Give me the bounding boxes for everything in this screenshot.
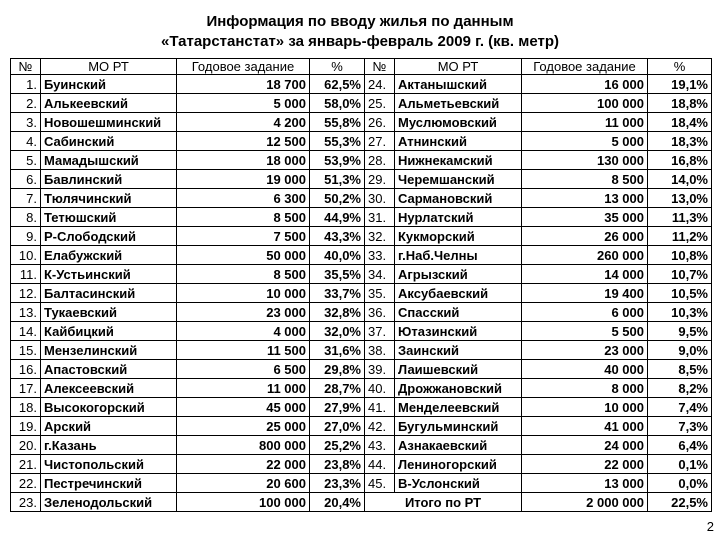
annual-plan-value: 5 500 — [522, 322, 648, 341]
district-name: Балтасинский — [41, 284, 177, 303]
district-name: Чистопольский — [41, 455, 177, 474]
table-header-row — [11, 59, 712, 75]
percent-value: 51,3% — [310, 170, 365, 189]
district-name: Черемшанский — [395, 170, 522, 189]
row-number: 20. — [11, 436, 41, 455]
page-number: 2 — [706, 519, 714, 534]
header-plan-left: Годовое задание — [177, 59, 310, 75]
annual-plan-value: 4 200 — [177, 113, 310, 132]
table-row — [11, 493, 712, 512]
table-row — [11, 170, 712, 189]
header-pct-left: % — [310, 59, 365, 75]
row-number: 39. — [365, 360, 395, 379]
district-name: Тюлячинский — [41, 189, 177, 208]
percent-value: 33,7% — [310, 284, 365, 303]
percent-value: 35,5% — [310, 265, 365, 284]
row-number: 43. — [365, 436, 395, 455]
row-number: 9. — [11, 227, 41, 246]
table-row — [11, 94, 712, 113]
annual-plan-value: 19 400 — [522, 284, 648, 303]
district-name: Заинский — [395, 341, 522, 360]
district-name: Тукаевский — [41, 303, 177, 322]
district-name: Буинский — [41, 75, 177, 94]
row-number: 23. — [11, 493, 41, 512]
row-number: 8. — [11, 208, 41, 227]
header-num-right: № — [365, 59, 395, 75]
table-body — [11, 59, 712, 512]
row-number: 24. — [365, 75, 395, 94]
district-name: Елабужский — [41, 246, 177, 265]
row-number: 27. — [365, 132, 395, 151]
annual-plan-value: 5 000 — [522, 132, 648, 151]
percent-value: 11,3% — [648, 208, 712, 227]
housing-table — [10, 58, 712, 512]
annual-plan-value: 800 000 — [177, 436, 310, 455]
table-row — [11, 284, 712, 303]
district-name: Нижнекамский — [395, 151, 522, 170]
annual-plan-value: 130 000 — [522, 151, 648, 170]
annual-plan-value: 10 000 — [177, 284, 310, 303]
annual-plan-value: 11 500 — [177, 341, 310, 360]
district-name: Кукморский — [395, 227, 522, 246]
table-row — [11, 474, 712, 493]
percent-value: 7,3% — [648, 417, 712, 436]
district-name: г.Казань — [41, 436, 177, 455]
percent-value: 43,3% — [310, 227, 365, 246]
percent-value: 11,2% — [648, 227, 712, 246]
district-name: Альметьевский — [395, 94, 522, 113]
row-number: 44. — [365, 455, 395, 474]
percent-value: 29,8% — [310, 360, 365, 379]
district-name: Мамадышский — [41, 151, 177, 170]
percent-value: 23,8% — [310, 455, 365, 474]
district-name: Арский — [41, 417, 177, 436]
annual-plan-value: 35 000 — [522, 208, 648, 227]
header-pct-right: % — [648, 59, 712, 75]
table-row — [11, 341, 712, 360]
annual-plan-value: 14 000 — [522, 265, 648, 284]
table-row — [11, 303, 712, 322]
percent-value: 32,0% — [310, 322, 365, 341]
district-name: Кайбицкий — [41, 322, 177, 341]
row-number: 10. — [11, 246, 41, 265]
annual-plan-value: 8 000 — [522, 379, 648, 398]
table-row — [11, 398, 712, 417]
row-number: 25. — [365, 94, 395, 113]
district-name: Лаишевский — [395, 360, 522, 379]
row-number: 11. — [11, 265, 41, 284]
percent-value: 55,3% — [310, 132, 365, 151]
title-line-1: Информация по вводу жилья по данным — [206, 13, 514, 30]
percent-value: 58,0% — [310, 94, 365, 113]
percent-value: 23,3% — [310, 474, 365, 493]
percent-value: 55,8% — [310, 113, 365, 132]
row-number: 14. — [11, 322, 41, 341]
district-name: Апастовский — [41, 360, 177, 379]
title-line-2: «Татарстанстат» за январь-февраль 2009 г. (кв. метр) — [161, 33, 559, 50]
table-row — [11, 75, 712, 94]
row-number: 33. — [365, 246, 395, 265]
table-row — [11, 151, 712, 170]
header-mo-left: МО РТ — [41, 59, 177, 75]
percent-value: 28,7% — [310, 379, 365, 398]
document-title — [0, 12, 720, 52]
table-row — [11, 189, 712, 208]
row-number: 41. — [365, 398, 395, 417]
percent-value: 0,0% — [648, 474, 712, 493]
annual-plan-value: 13 000 — [522, 474, 648, 493]
district-name: Пестречинский — [41, 474, 177, 493]
annual-plan-value: 4 000 — [177, 322, 310, 341]
row-number: 17. — [11, 379, 41, 398]
annual-plan-value: 6 500 — [177, 360, 310, 379]
annual-plan-value: 40 000 — [522, 360, 648, 379]
percent-value: 44,9% — [310, 208, 365, 227]
total-plan-value: 2 000 000 — [522, 493, 648, 512]
district-name: Муслюмовский — [395, 113, 522, 132]
district-name: Тетюшский — [41, 208, 177, 227]
district-name: Атнинский — [395, 132, 522, 151]
district-name: Дрожжановский — [395, 379, 522, 398]
district-name: Спасский — [395, 303, 522, 322]
district-name: г.Наб.Челны — [395, 246, 522, 265]
row-number: 4. — [11, 132, 41, 151]
district-name: Агрызский — [395, 265, 522, 284]
total-percent-value: 22,5% — [648, 493, 712, 512]
district-name: К-Устьинский — [41, 265, 177, 284]
percent-value: 40,0% — [310, 246, 365, 265]
percent-value: 8,5% — [648, 360, 712, 379]
row-number: 34. — [365, 265, 395, 284]
row-number: 28. — [365, 151, 395, 170]
table-row — [11, 227, 712, 246]
total-label: Итого по РТ — [365, 493, 522, 512]
annual-plan-value: 50 000 — [177, 246, 310, 265]
row-number: 32. — [365, 227, 395, 246]
percent-value: 27,0% — [310, 417, 365, 436]
row-number: 13. — [11, 303, 41, 322]
table-row — [11, 113, 712, 132]
percent-value: 13,0% — [648, 189, 712, 208]
percent-value: 14,0% — [648, 170, 712, 189]
annual-plan-value: 23 000 — [177, 303, 310, 322]
row-number: 36. — [365, 303, 395, 322]
row-number: 2. — [11, 94, 41, 113]
table-row — [11, 379, 712, 398]
percent-value: 0,1% — [648, 455, 712, 474]
district-name: В-Услонский — [395, 474, 522, 493]
row-number: 19. — [11, 417, 41, 436]
district-name: Менделеевский — [395, 398, 522, 417]
annual-plan-value: 8 500 — [522, 170, 648, 189]
district-name: Бавлинский — [41, 170, 177, 189]
annual-plan-value: 6 300 — [177, 189, 310, 208]
annual-plan-value: 45 000 — [177, 398, 310, 417]
table-row — [11, 208, 712, 227]
annual-plan-value: 260 000 — [522, 246, 648, 265]
row-number: 38. — [365, 341, 395, 360]
annual-plan-value: 8 500 — [177, 265, 310, 284]
table-row — [11, 360, 712, 379]
percent-value: 18,3% — [648, 132, 712, 151]
percent-value: 9,5% — [648, 322, 712, 341]
percent-value: 16,8% — [648, 151, 712, 170]
row-number: 30. — [365, 189, 395, 208]
district-name: Высокогорский — [41, 398, 177, 417]
table-row — [11, 322, 712, 341]
annual-plan-value: 10 000 — [522, 398, 648, 417]
table-row — [11, 265, 712, 284]
percent-value: 62,5% — [310, 75, 365, 94]
district-name: Новошешминский — [41, 113, 177, 132]
annual-plan-value: 16 000 — [522, 75, 648, 94]
row-number: 18. — [11, 398, 41, 417]
percent-value: 10,7% — [648, 265, 712, 284]
annual-plan-value: 11 000 — [522, 113, 648, 132]
district-name: Алькеевский — [41, 94, 177, 113]
percent-value: 18,8% — [648, 94, 712, 113]
annual-plan-value: 13 000 — [522, 189, 648, 208]
district-name: Актанышский — [395, 75, 522, 94]
district-name: Зеленодольский — [41, 493, 177, 512]
percent-value: 20,4% — [310, 493, 365, 512]
percent-value: 32,8% — [310, 303, 365, 322]
percent-value: 50,2% — [310, 189, 365, 208]
row-number: 22. — [11, 474, 41, 493]
row-number: 37. — [365, 322, 395, 341]
annual-plan-value: 11 000 — [177, 379, 310, 398]
percent-value: 31,6% — [310, 341, 365, 360]
row-number: 42. — [365, 417, 395, 436]
row-number: 3. — [11, 113, 41, 132]
row-number: 31. — [365, 208, 395, 227]
district-name: Ютазинский — [395, 322, 522, 341]
table-row — [11, 417, 712, 436]
district-name: Бугульминский — [395, 417, 522, 436]
percent-value: 10,5% — [648, 284, 712, 303]
annual-plan-value: 19 000 — [177, 170, 310, 189]
row-number: 35. — [365, 284, 395, 303]
percent-value: 18,4% — [648, 113, 712, 132]
percent-value: 19,1% — [648, 75, 712, 94]
percent-value: 27,9% — [310, 398, 365, 417]
district-name: Алексеевский — [41, 379, 177, 398]
district-name: Сабинский — [41, 132, 177, 151]
annual-plan-value: 6 000 — [522, 303, 648, 322]
annual-plan-value: 22 000 — [177, 455, 310, 474]
row-number: 5. — [11, 151, 41, 170]
header-plan-right: Годовое задание — [522, 59, 648, 75]
percent-value: 6,4% — [648, 436, 712, 455]
row-number: 15. — [11, 341, 41, 360]
row-number: 7. — [11, 189, 41, 208]
annual-plan-value: 25 000 — [177, 417, 310, 436]
district-name: Нурлатский — [395, 208, 522, 227]
table-row — [11, 132, 712, 151]
annual-plan-value: 8 500 — [177, 208, 310, 227]
district-name: Аксубаевский — [395, 284, 522, 303]
annual-plan-value: 23 000 — [522, 341, 648, 360]
table-row — [11, 246, 712, 265]
percent-value: 25,2% — [310, 436, 365, 455]
district-name: Лениногорский — [395, 455, 522, 474]
row-number: 40. — [365, 379, 395, 398]
district-name: Азнакаевский — [395, 436, 522, 455]
row-number: 6. — [11, 170, 41, 189]
percent-value: 8,2% — [648, 379, 712, 398]
annual-plan-value: 22 000 — [522, 455, 648, 474]
annual-plan-value: 7 500 — [177, 227, 310, 246]
annual-plan-value: 100 000 — [522, 94, 648, 113]
annual-plan-value: 26 000 — [522, 227, 648, 246]
row-number: 21. — [11, 455, 41, 474]
row-number: 29. — [365, 170, 395, 189]
district-name: Сармановский — [395, 189, 522, 208]
district-name: Р-Слободский — [41, 227, 177, 246]
row-number: 16. — [11, 360, 41, 379]
annual-plan-value: 41 000 — [522, 417, 648, 436]
header-num-left: № — [11, 59, 41, 75]
district-name: Мензелинский — [41, 341, 177, 360]
annual-plan-value: 18 000 — [177, 151, 310, 170]
percent-value: 7,4% — [648, 398, 712, 417]
percent-value: 9,0% — [648, 341, 712, 360]
table-row — [11, 455, 712, 474]
percent-value: 10,3% — [648, 303, 712, 322]
row-number: 45. — [365, 474, 395, 493]
annual-plan-value: 24 000 — [522, 436, 648, 455]
row-number: 26. — [365, 113, 395, 132]
annual-plan-value: 20 600 — [177, 474, 310, 493]
header-mo-right: МО РТ — [395, 59, 522, 75]
annual-plan-value: 12 500 — [177, 132, 310, 151]
row-number: 12. — [11, 284, 41, 303]
annual-plan-value: 100 000 — [177, 493, 310, 512]
percent-value: 53,9% — [310, 151, 365, 170]
table-row — [11, 436, 712, 455]
annual-plan-value: 18 700 — [177, 75, 310, 94]
percent-value: 10,8% — [648, 246, 712, 265]
row-number: 1. — [11, 75, 41, 94]
annual-plan-value: 5 000 — [177, 94, 310, 113]
